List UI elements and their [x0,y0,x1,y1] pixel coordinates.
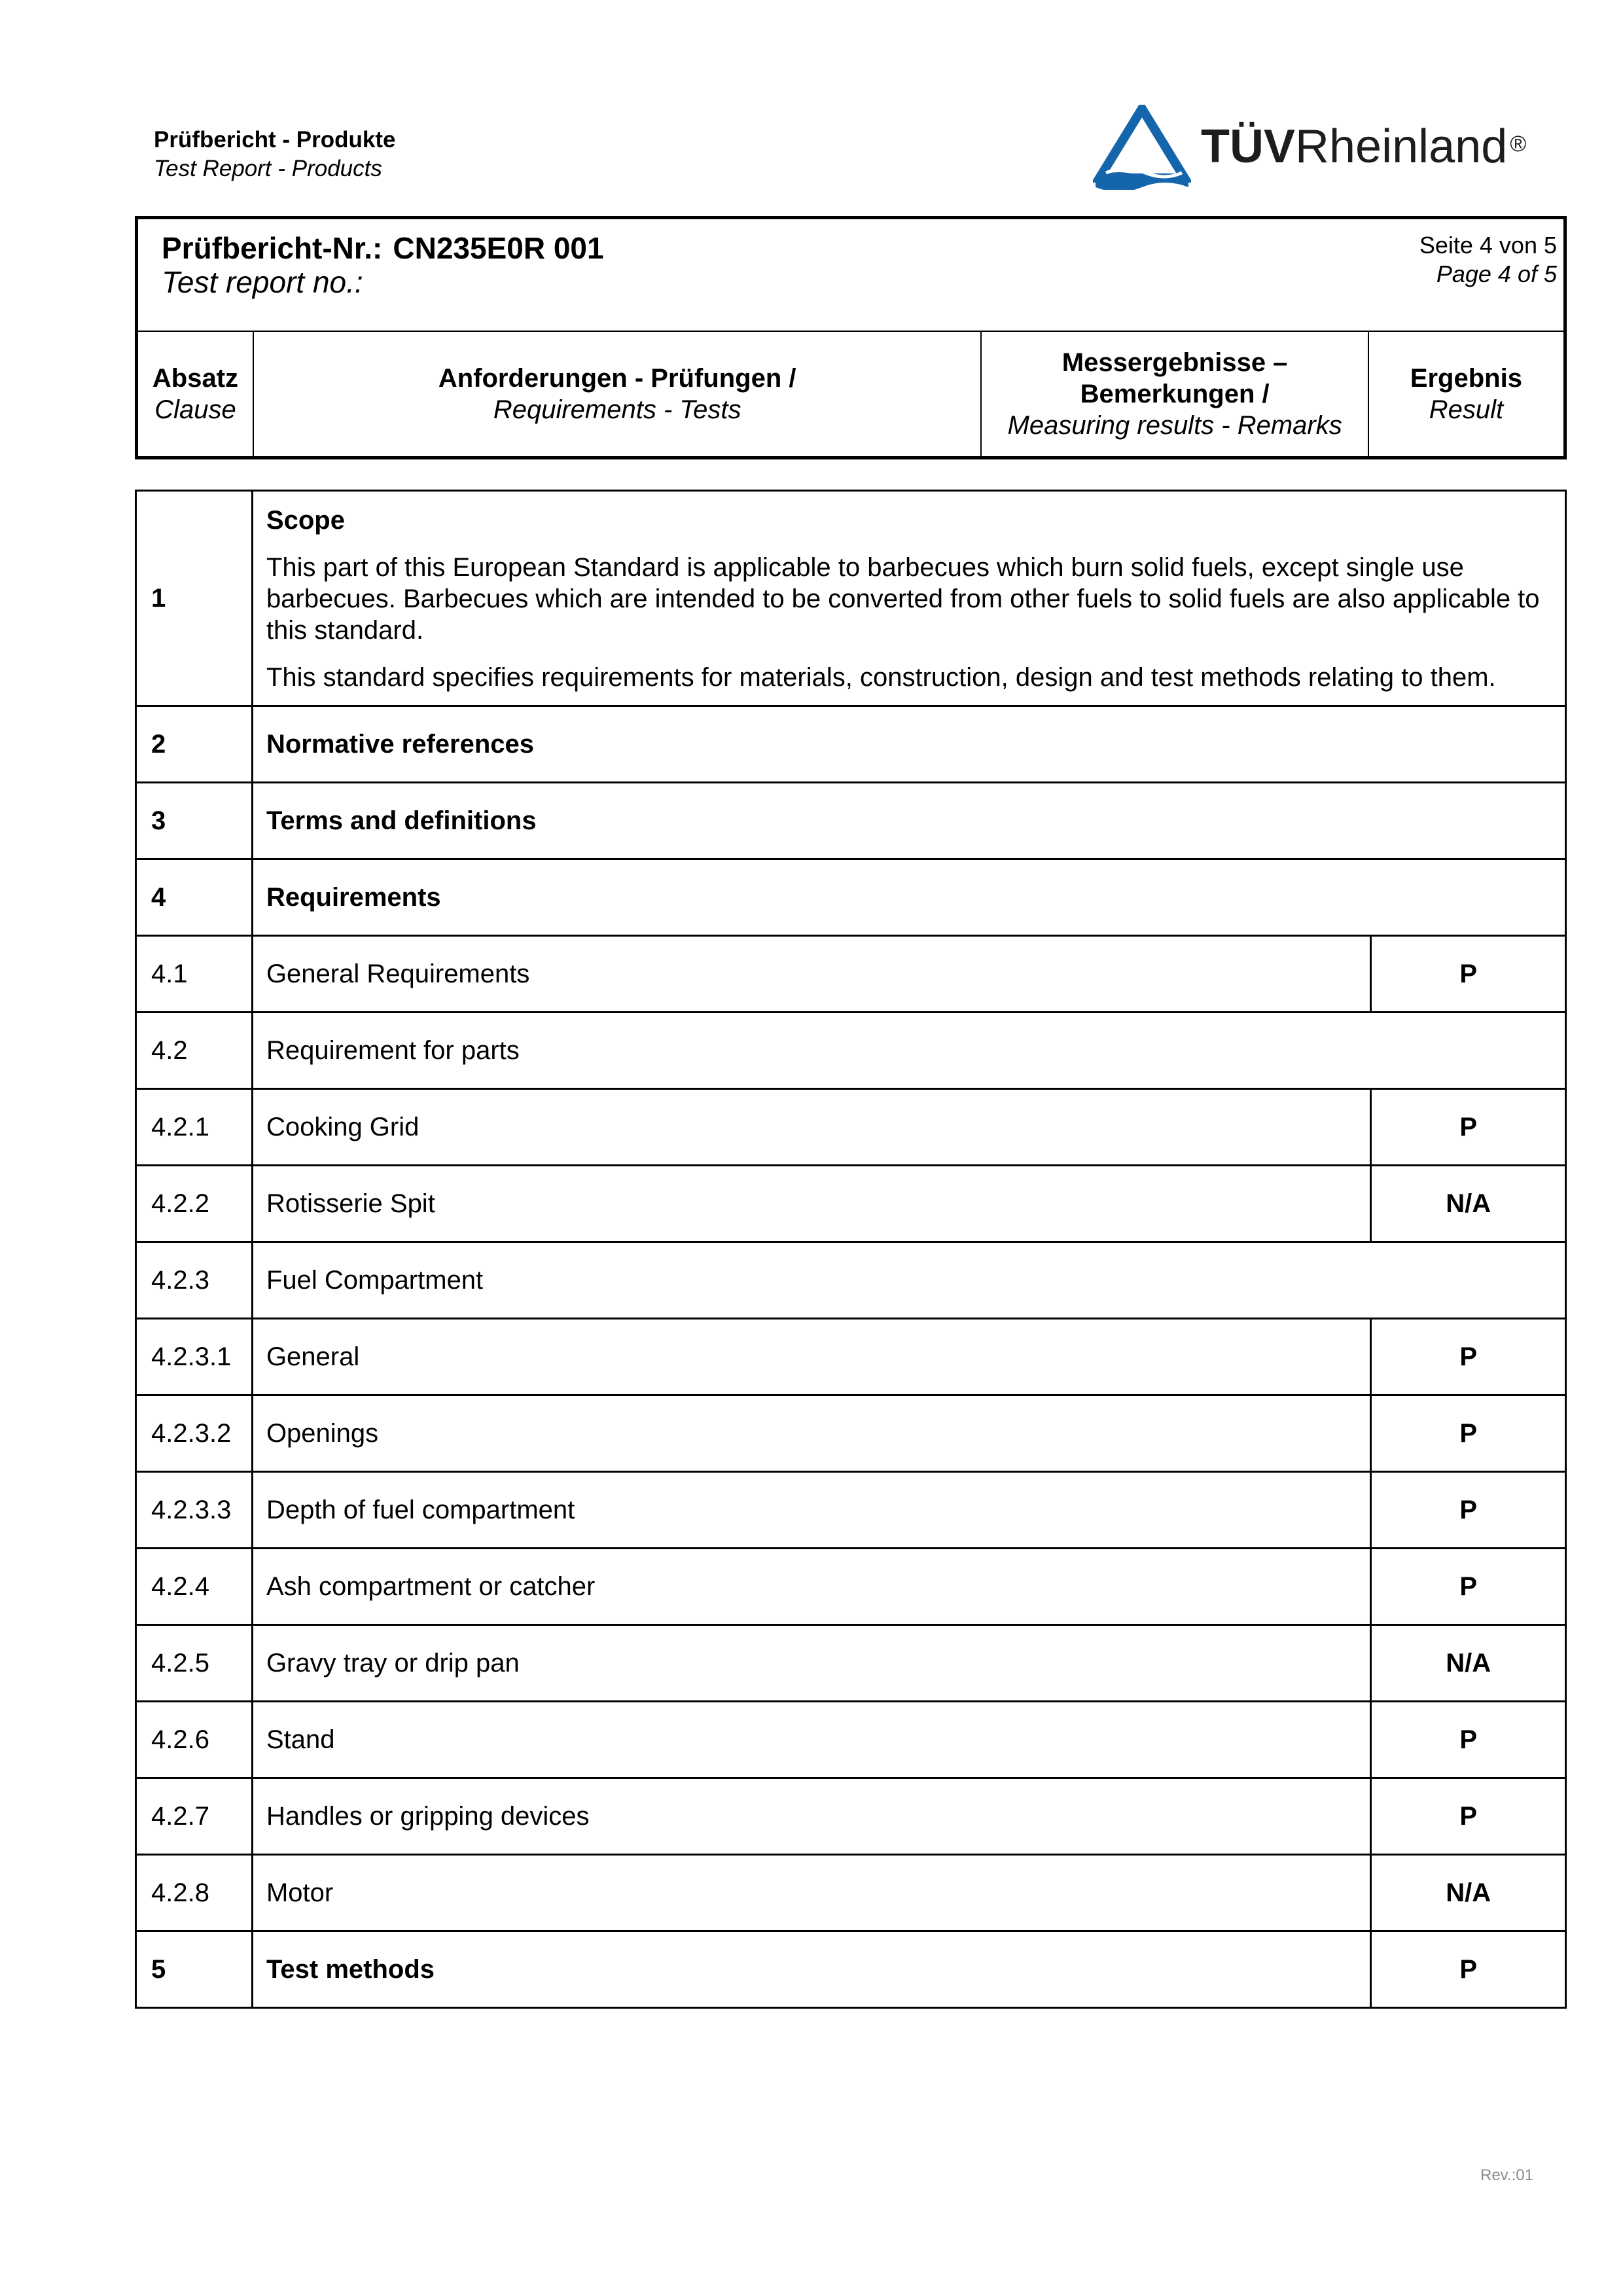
column-header-clause-en: Clause [154,395,236,424]
page-number-cell [1368,218,1565,332]
column-header-requirements-de: Anforderungen - Prüfungen / [438,364,796,393]
clause-number: 4.2.1 [136,1089,253,1166]
column-header-measuring-en: Measuring results - Remarks [1007,411,1342,440]
result-value: P [1371,1931,1566,2008]
requirement-text: Depth of fuel compartment [252,1472,1370,1549]
table-row-scope [136,491,1566,706]
clause-number: 5 [136,1931,253,2008]
table-row [136,1089,1566,1166]
column-header-measuring-de2: Bemerkungen / [1080,380,1270,408]
table-row [136,1625,1566,1702]
clause-number: 4.2.8 [136,1855,253,1931]
tuv-rheinland-logo [1093,105,1551,190]
scope-cell [252,491,1565,706]
table-row [136,936,1566,1013]
report-header [135,216,1567,459]
column-header-measuring [981,331,1368,458]
result-value: P [1371,1549,1566,1625]
document-type-de: Prüfbericht - Produkte [154,127,396,152]
requirement-text: Terms and definitions [252,783,1565,859]
result-value: P [1371,1778,1566,1855]
clause-number: 2 [136,706,253,783]
table-row [136,1166,1566,1242]
requirement-text: General Requirements [252,936,1370,1013]
table-row [136,1013,1566,1089]
table-row [136,1472,1566,1549]
page-number-de: Seite 4 von 5 [1419,232,1557,259]
clause-number: 4.2.3.1 [136,1319,253,1395]
result-value: N/A [1371,1855,1566,1931]
result-value: P [1371,936,1566,1013]
requirement-text: Handles or gripping devices [252,1778,1370,1855]
requirement-text: Gravy tray or drip pan [252,1625,1370,1702]
table-row [136,1395,1566,1472]
requirement-text: General [252,1319,1370,1395]
logo-wordmark-bold: TÜV [1201,120,1295,173]
clause-number: 4.2.7 [136,1778,253,1855]
scope-title: Scope [266,506,345,535]
result-value: P [1371,1702,1566,1778]
requirement-text: Stand [252,1702,1370,1778]
clause-number: 4.2.3.3 [136,1472,253,1549]
table-row [136,1549,1566,1625]
page-number-en: Page 4 of 5 [1436,260,1557,287]
clause-number: 4.1 [136,936,253,1013]
clause-number: 1 [136,491,253,706]
table-row [136,1242,1566,1319]
logo-wordmark [1201,120,1526,173]
column-header-requirements-en: Requirements - Tests [493,395,741,424]
scope-paragraph-2: This standard specifies requirements for materials, construction, design and test methods relating to them. [266,663,1496,692]
requirement-text: Test methods [252,1931,1370,2008]
table-row [136,1702,1566,1778]
logo-wordmark-regular: Rheinland [1295,120,1508,173]
table-row [136,1931,1566,2008]
column-header-clause-de: Absatz [152,364,239,393]
requirement-text: Cooking Grid [252,1089,1370,1166]
result-value: P [1371,1089,1566,1166]
report-number-label-en: Test report no.: [162,265,363,299]
document-type-en: Test Report - Products [154,156,382,181]
column-header-result [1368,331,1565,458]
clause-number: 4.2.6 [136,1702,253,1778]
clause-number: 4.2.4 [136,1549,253,1625]
column-header-requirements [253,331,982,458]
clause-number: 4.2 [136,1013,253,1089]
table-row [136,706,1566,783]
requirement-text: Requirements [252,859,1565,936]
report-number-label: Prüfbericht-Nr.: [162,231,383,265]
registered-mark: ® [1510,132,1527,156]
result-value: P [1371,1472,1566,1549]
requirement-text: Normative references [252,706,1565,783]
table-row [136,1319,1566,1395]
column-header-clause [137,331,253,458]
requirement-text: Rotisserie Spit [252,1166,1370,1242]
requirement-text: Ash compartment or catcher [252,1549,1370,1625]
requirement-text: Fuel Compartment [252,1242,1565,1319]
result-value: P [1371,1395,1566,1472]
clause-number: 4.2.3.2 [136,1395,253,1472]
column-header-result-en: Result [1429,395,1504,424]
scope-paragraph-1: This part of this European Standard is applicable to barbecues which burn solid fuels, except single use barbecues. Barbecues which are intended to be converted from other fuels to solid fuels are also applicable to this standard. [266,553,1540,645]
requirement-text: Openings [252,1395,1370,1472]
document-type [154,126,395,183]
table-row [136,783,1566,859]
clause-number: 4.2.3 [136,1242,253,1319]
report-number-cell [137,218,1368,332]
requirements-table [135,490,1567,2009]
table-row [136,1778,1566,1855]
column-header-result-de: Ergebnis [1410,364,1522,393]
clause-number: 3 [136,783,253,859]
tuv-triangle-icon [1093,105,1191,190]
table-row [136,1855,1566,1931]
requirement-text: Motor [252,1855,1370,1931]
table-row [136,859,1566,936]
result-value: N/A [1371,1625,1566,1702]
requirement-text: Requirement for parts [252,1013,1565,1089]
column-header-measuring-de1: Messergebnisse – [1061,348,1288,377]
result-value: N/A [1371,1166,1566,1242]
result-value: P [1371,1319,1566,1395]
report-number: CN235E0R 001 [393,231,604,265]
clause-number: 4 [136,859,253,936]
clause-number: 4.2.5 [136,1625,253,1702]
revision-label: Rev.:01 [1480,2166,1533,2184]
clause-number: 4.2.2 [136,1166,253,1242]
